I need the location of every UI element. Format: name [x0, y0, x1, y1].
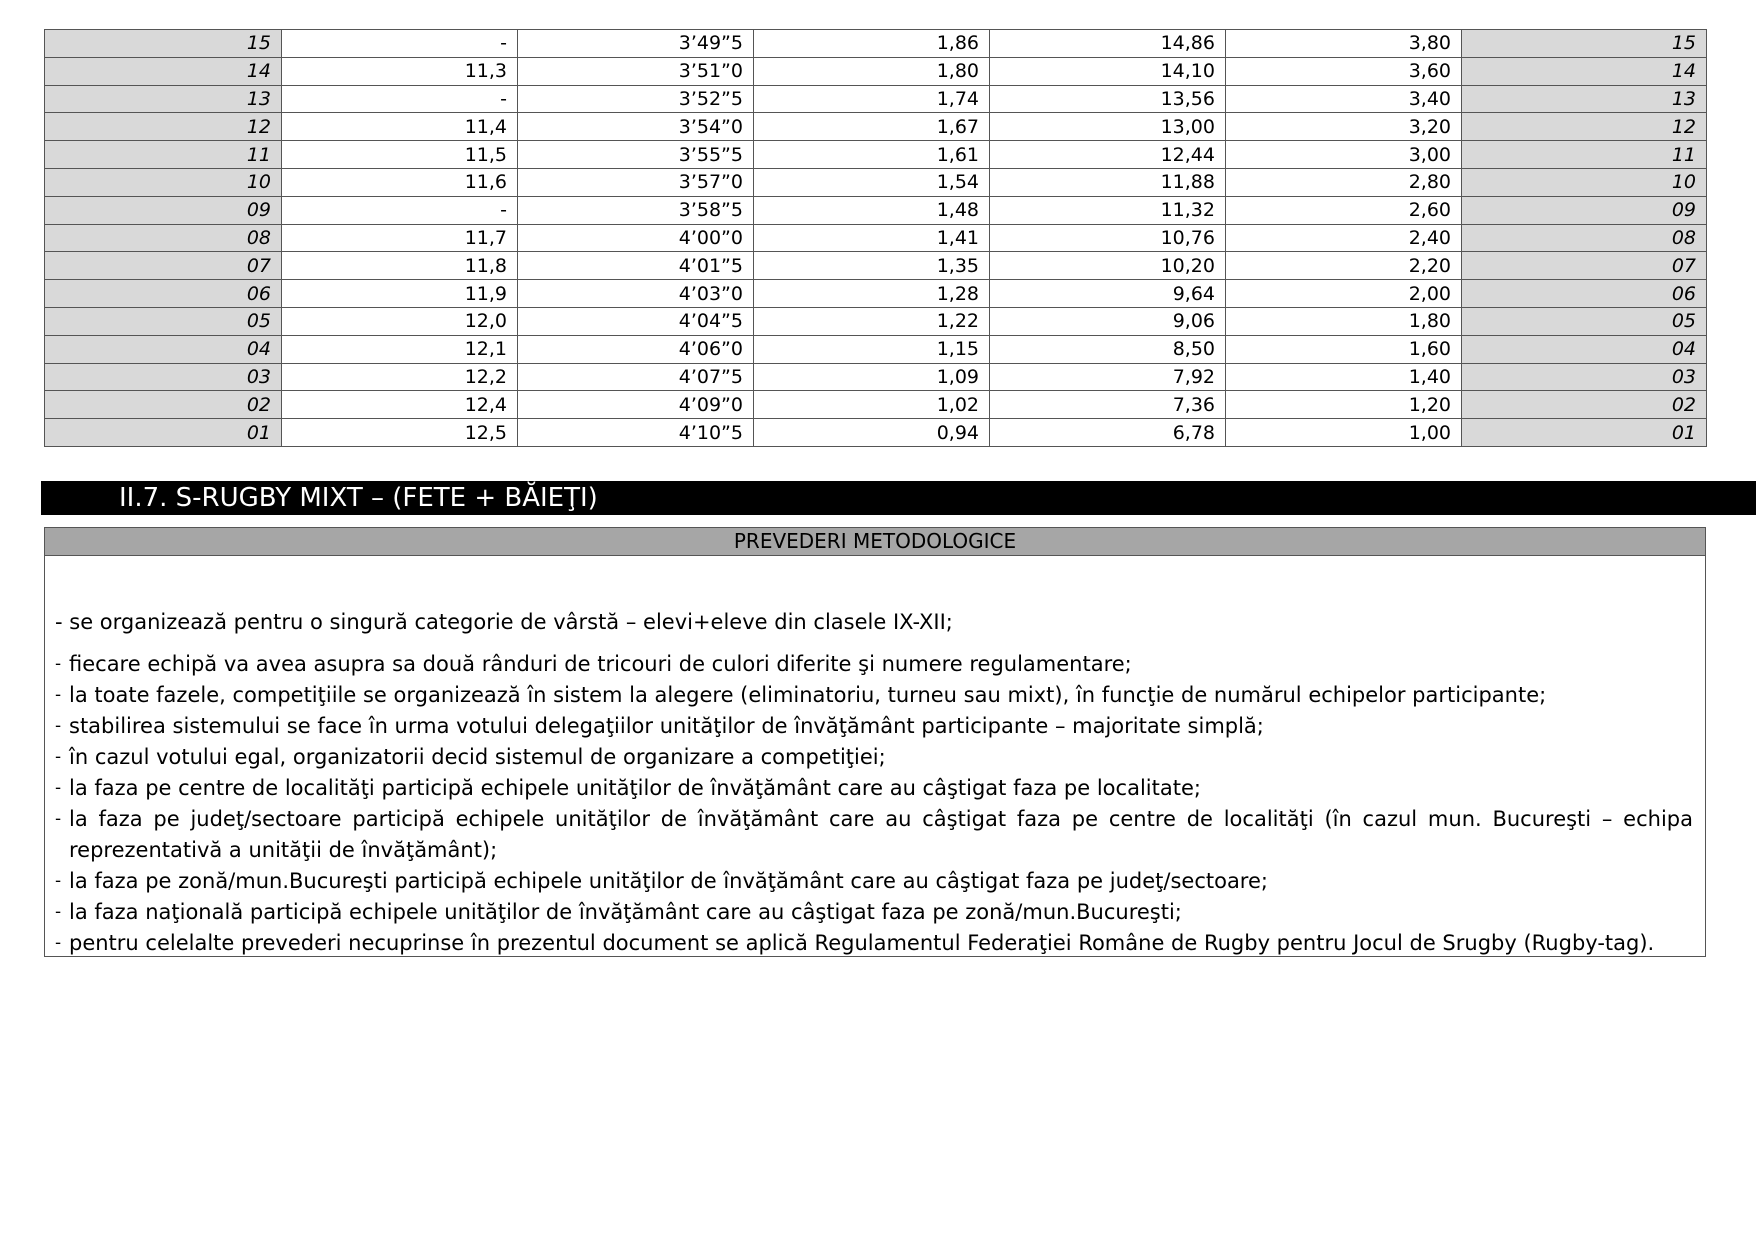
table-cell: 12,1	[282, 335, 518, 363]
methodology-box	[44, 527, 1706, 957]
grade-cell: 08	[1462, 224, 1707, 252]
table-cell: 14,10	[990, 57, 1226, 85]
list-item	[55, 866, 1693, 897]
list-item-text: fiecare echipă va avea asupra sa două rânduri de tricouri de culori diferite şi numere regulamentare;	[69, 652, 1132, 676]
table-row	[45, 363, 1707, 391]
section-title-bar	[41, 481, 1756, 515]
grade-cell: 11	[1462, 141, 1707, 169]
grade-cell: 13	[45, 85, 282, 113]
grade-cell: 02	[45, 391, 282, 419]
table-cell: 3,80	[1226, 30, 1462, 58]
table-cell: 7,92	[990, 363, 1226, 391]
table-cell: 12,4	[282, 391, 518, 419]
table-cell: 1,74	[754, 85, 990, 113]
methodology-intro: - se organizează pentru o singură categorie de vârstă – elevi+eleve din clasele IX-XII;	[55, 610, 953, 634]
score-table	[44, 29, 1707, 447]
bullet-dash: -	[55, 809, 62, 829]
table-cell: 1,20	[1226, 391, 1462, 419]
table-cell: 9,06	[990, 307, 1226, 335]
list-item-text: stabilirea sistemului se face în urma votului delegaţiilor unităţilor de învăţământ participante – majoritate simplă;	[69, 714, 1264, 738]
grade-cell: 09	[45, 196, 282, 224]
table-cell: 3,20	[1226, 113, 1462, 141]
grade-cell: 09	[1462, 196, 1707, 224]
table-cell: 2,40	[1226, 224, 1462, 252]
grade-cell: 08	[45, 224, 282, 252]
table-cell: 3’58”5	[518, 196, 754, 224]
table-row	[45, 168, 1707, 196]
list-item-text: la faza naţională participă echipele unităţilor de învăţământ care au câştigat faza pe zonă/mun.Bucureşti;	[69, 900, 1182, 924]
grade-cell: 04	[45, 335, 282, 363]
table-cell: 7,36	[990, 391, 1226, 419]
table-cell: 4’06”0	[518, 335, 754, 363]
table-cell: 0,94	[754, 419, 990, 447]
table-cell: 2,20	[1226, 252, 1462, 280]
list-item	[55, 773, 1693, 804]
table-cell: 3’51”0	[518, 57, 754, 85]
table-cell: 1,67	[754, 113, 990, 141]
grade-cell: 07	[45, 252, 282, 280]
bullet-dash: -	[55, 685, 62, 705]
table-cell: 11,88	[990, 168, 1226, 196]
bullet-dash: -	[55, 778, 62, 798]
table-row	[45, 57, 1707, 85]
table-cell: 1,40	[1226, 363, 1462, 391]
list-item	[55, 649, 1693, 680]
table-cell: 1,22	[754, 307, 990, 335]
grade-cell: 15	[1462, 30, 1707, 58]
list-item-text: pentru celelalte prevederi necuprinse în prezentul document se aplică Regulamentul Federaţiei Române de Rugby pentru Jocul de Srugby (Rugby-tag).	[69, 931, 1655, 955]
grade-cell: 03	[1462, 363, 1707, 391]
bullet-dash: -	[55, 871, 62, 891]
table-row	[45, 224, 1707, 252]
list-item-text: la faza pe zonă/mun.Bucureşti participă echipele unităţilor de învăţământ care au câştigat faza pe judeţ/sectoare;	[69, 869, 1268, 893]
table-cell: 12,0	[282, 307, 518, 335]
table-cell: 2,00	[1226, 280, 1462, 308]
table-cell: 1,80	[1226, 307, 1462, 335]
score-table-body	[45, 30, 1707, 447]
table-cell: 11,5	[282, 141, 518, 169]
methodology-header: PREVEDERI METODOLOGICE	[45, 528, 1705, 556]
table-cell: 3’49”5	[518, 30, 754, 58]
list-item-text: la faza pe judeţ/sectoare participă echipele unităţilor de învăţământ care au câştigat faza pe centre de localităţi (în cazul mun. Bucureşti – echipa reprezentativă a unităţii de învăţământ);	[69, 807, 1693, 862]
table-row	[45, 113, 1707, 141]
table-cell: 4’04”5	[518, 307, 754, 335]
table-cell: 3’54”0	[518, 113, 754, 141]
table-cell: 1,54	[754, 168, 990, 196]
table-cell: 4’10”5	[518, 419, 754, 447]
grade-cell: 13	[1462, 85, 1707, 113]
table-cell: -	[282, 196, 518, 224]
section-title: II.7. S-RUGBY MIXT – (FETE + BĂIEŢI)	[119, 483, 598, 513]
list-item	[55, 928, 1693, 959]
grade-cell: 01	[1462, 419, 1707, 447]
table-cell: 1,60	[1226, 335, 1462, 363]
bullet-dash: -	[55, 933, 62, 953]
bullet-dash: -	[55, 716, 62, 736]
table-cell: 4’07”5	[518, 363, 754, 391]
grade-cell: 10	[1462, 168, 1707, 196]
table-cell: 4’01”5	[518, 252, 754, 280]
table-cell: 11,4	[282, 113, 518, 141]
bullet-dash: -	[55, 902, 62, 922]
table-row	[45, 196, 1707, 224]
grade-cell: 05	[45, 307, 282, 335]
grade-cell: 10	[45, 168, 282, 196]
table-cell: -	[282, 30, 518, 58]
grade-cell: 03	[45, 363, 282, 391]
table-row	[45, 391, 1707, 419]
grade-cell: 11	[45, 141, 282, 169]
table-cell: 11,6	[282, 168, 518, 196]
list-item	[55, 711, 1693, 742]
grade-cell: 12	[45, 113, 282, 141]
table-cell: 3,40	[1226, 85, 1462, 113]
table-cell: 4’09”0	[518, 391, 754, 419]
methodology-list	[55, 649, 1693, 959]
grade-cell: 05	[1462, 307, 1707, 335]
table-cell: 13,56	[990, 85, 1226, 113]
table-row	[45, 141, 1707, 169]
table-cell: 3’55”5	[518, 141, 754, 169]
table-cell: 1,28	[754, 280, 990, 308]
table-cell: 1,15	[754, 335, 990, 363]
table-cell: 1,41	[754, 224, 990, 252]
list-item-text: la toate fazele, competiţiile se organizează în sistem la alegere (eliminatoriu, turneu sau mixt), în funcţie de numărul echipelor participante;	[69, 683, 1547, 707]
table-cell: -	[282, 85, 518, 113]
table-cell: 1,35	[754, 252, 990, 280]
table-cell: 1,86	[754, 30, 990, 58]
table-cell: 8,50	[990, 335, 1226, 363]
table-cell: 14,86	[990, 30, 1226, 58]
table-cell: 1,61	[754, 141, 990, 169]
bullet-dash: -	[55, 747, 62, 767]
table-cell: 6,78	[990, 419, 1226, 447]
table-row	[45, 419, 1707, 447]
table-cell: 12,2	[282, 363, 518, 391]
grade-cell: 15	[45, 30, 282, 58]
list-item	[55, 897, 1693, 928]
table-cell: 12,44	[990, 141, 1226, 169]
table-cell: 2,80	[1226, 168, 1462, 196]
table-cell: 9,64	[990, 280, 1226, 308]
table-cell: 3,60	[1226, 57, 1462, 85]
table-row	[45, 280, 1707, 308]
table-cell: 10,76	[990, 224, 1226, 252]
table-row	[45, 252, 1707, 280]
table-cell: 11,32	[990, 196, 1226, 224]
table-cell: 1,09	[754, 363, 990, 391]
table-cell: 3’52”5	[518, 85, 754, 113]
table-cell: 10,20	[990, 252, 1226, 280]
table-cell: 1,00	[1226, 419, 1462, 447]
list-item	[55, 804, 1693, 866]
grade-cell: 14	[1462, 57, 1707, 85]
list-item-text: în cazul votului egal, organizatorii decid sistemul de organizare a competiţiei;	[69, 745, 886, 769]
grade-cell: 06	[45, 280, 282, 308]
bullet-dash: -	[55, 654, 62, 674]
table-row	[45, 335, 1707, 363]
table-cell: 11,8	[282, 252, 518, 280]
table-cell: 11,3	[282, 57, 518, 85]
table-cell: 11,9	[282, 280, 518, 308]
table-cell: 2,60	[1226, 196, 1462, 224]
table-cell: 3’57”0	[518, 168, 754, 196]
table-cell: 11,7	[282, 224, 518, 252]
grade-cell: 12	[1462, 113, 1707, 141]
list-item-text: la faza pe centre de localităţi participă echipele unităţilor de învăţământ care au câştigat faza pe localitate;	[69, 776, 1201, 800]
grade-cell: 06	[1462, 280, 1707, 308]
grade-cell: 02	[1462, 391, 1707, 419]
grade-cell: 14	[45, 57, 282, 85]
table-cell: 4’00”0	[518, 224, 754, 252]
list-item	[55, 742, 1693, 773]
table-row	[45, 30, 1707, 58]
table-row	[45, 307, 1707, 335]
table-cell: 13,00	[990, 113, 1226, 141]
table-cell: 3,00	[1226, 141, 1462, 169]
table-cell: 1,80	[754, 57, 990, 85]
table-cell: 1,48	[754, 196, 990, 224]
list-item	[55, 680, 1693, 711]
grade-cell: 04	[1462, 335, 1707, 363]
table-cell: 1,02	[754, 391, 990, 419]
grade-cell: 01	[45, 419, 282, 447]
grade-cell: 07	[1462, 252, 1707, 280]
table-cell: 4’03”0	[518, 280, 754, 308]
table-cell: 12,5	[282, 419, 518, 447]
table-row	[45, 85, 1707, 113]
